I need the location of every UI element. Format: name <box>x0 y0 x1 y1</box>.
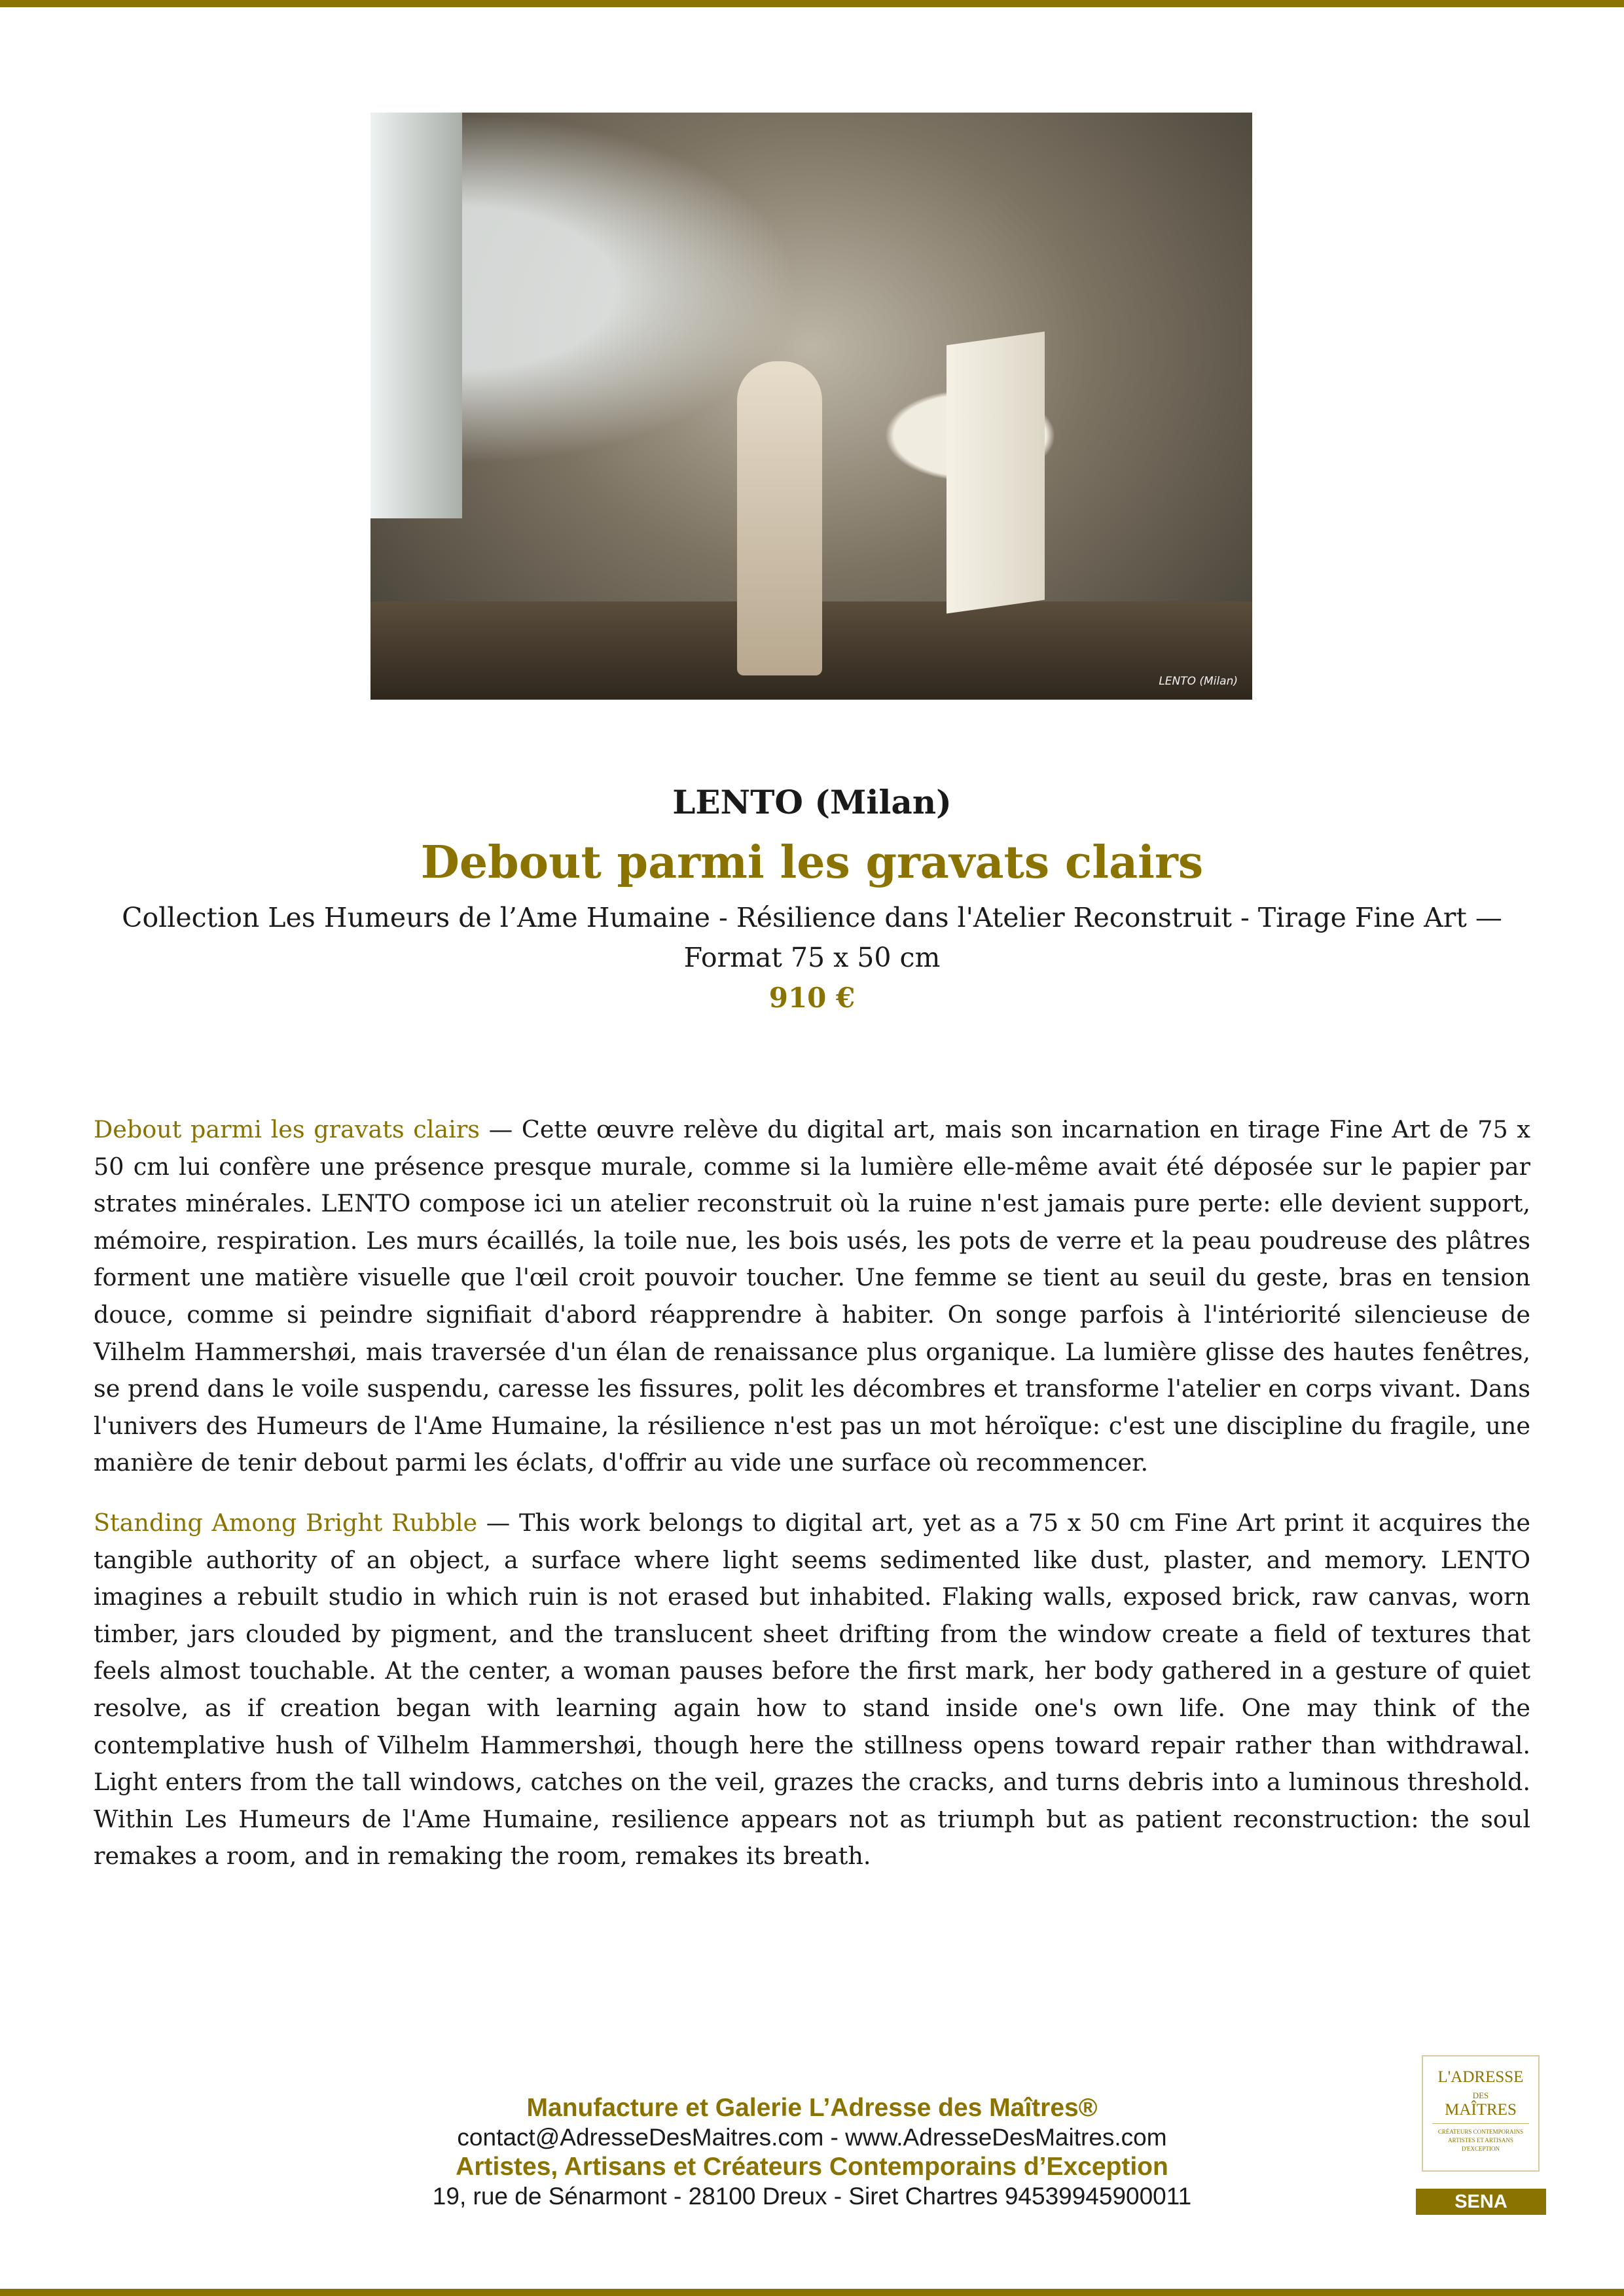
artwork-subtitle: Collection Les Humeurs de l’Ame Humaine - Résilience dans l'Atelier Reconstruit - Tirage Fine Art — Format 75 x 50 cm <box>122 902 1502 973</box>
logo-line: DES <box>1472 2090 1489 2100</box>
footer-address: 19, rue de Sénarmont - 28100 Dreux - Siret Chartres 94539945900011 <box>432 2183 1192 2210</box>
logo-line: MAÎTRES <box>1445 2101 1517 2119</box>
sena-badge: SENA <box>1416 2189 1546 2215</box>
description-en-text: — This work belongs to digital art, yet as a 75 x 50 cm Fine Art print it acquires the tangible authority of an object, a surface where light seems sedimented like dust, plaster, and memory. LENTO imagines a rebuilt studio in which ruin is not erased but inhabited. Flaking walls, exposed brick, raw canvas, worn timber, jars clouded by pigment, and the translucent sheet drifting from the window create a field of textures that feels almost touchable. At the center, a woman pauses before the first mark, her body gathered in a gesture of quiet resolve, as if creation began with learning again how to stand inside one's own life. One may think of the contemplative hush of Vilhelm Hammershøi, though here the stillness opens toward repair rather than withdrawal. Light enters from the tall windows, catches on the veil, grazes the cracks, and turns debris into a luminous threshold. Within Les Humeurs de l'Ame Humaine, resilience appears not as triumph but as patient reconstruction: the soul remakes a room, and in remaking the room, remakes its breath. <box>94 1509 1530 1871</box>
description-en <box>94 1505 1530 1875</box>
artwork-figure <box>737 361 822 675</box>
artwork-watermark: LENTO (Milan) <box>1159 675 1238 688</box>
description-fr <box>94 1111 1530 1482</box>
logo-line: ARTISTES ET ARTISANS <box>1448 2137 1513 2144</box>
bottom-border <box>0 2289 1624 2296</box>
logo-line: D'EXCEPTION <box>1461 2145 1500 2152</box>
description-fr-lead: Debout parmi les gravats clairs <box>94 1115 480 1143</box>
footer-contact: contact@AdresseDesMaitres.com - www.AdresseDesMaitres.com <box>457 2124 1167 2151</box>
top-border <box>0 0 1624 7</box>
logo-line: L'ADRESSE <box>1437 2068 1524 2086</box>
description-fr-text: — Cette œuvre relève du digital art, mais son incarnation en tirage Fine Art de 75 x 50 cm lui confère une présence presque murale, comme si la lumière elle-même avait été déposée sur le papier par strates minérales. LENTO compose ici un atelier reconstruit où la ruine n'est jamais pure perte: elle devient support, mémoire, respiration. Les murs écaillés, la toile nue, les bois usés, les pots de verre et la peau poudreuse des plâtres forment une matière visuelle que l'œil croit pouvoir toucher. Une femme se tient au seuil du geste, bras en tension douce, comme si peindre signifiait d'abord réapprendre à habiter. On songe parfois à l'intériorité silencieuse de Vilhelm Hammershøi, mais traversée d'un élan de renaissance plus organique. La lumière glisse des hautes fenêtres, se prend dans le voile suspendu, caresse les fissures, polit les décombres et transforme l'atelier en corps vivant. Dans l'univers des Humeurs de l'Ame Humaine, la résilience n'est pas un mot héroïque: c'est une discipline du fragile, une manière de tenir debout parmi les éclats, d'offrir au vide une surface où recommencer. <box>94 1115 1530 1477</box>
artwork-price: 910 € <box>768 982 856 1014</box>
artwork-image <box>370 113 1252 700</box>
footer-tagline: Artistes, Artisans et Créateurs Contemporains d’Exception <box>456 2153 1168 2181</box>
artist-name: LENTO (Milan) <box>672 783 952 821</box>
footer <box>262 2093 1362 2211</box>
artwork-canvas <box>947 331 1045 613</box>
description-en-lead: Standing Among Bright Rubble <box>94 1509 478 1537</box>
logo-divider <box>1432 2123 1529 2124</box>
artwork-title: Debout parmi les gravats clairs <box>420 836 1204 889</box>
logo-line: CRÉATEURS CONTEMPORAINS <box>1437 2128 1524 2135</box>
footer-company: Manufacture et Galerie L’Adresse des Maîtres® <box>526 2094 1098 2122</box>
artwork-window <box>370 113 462 518</box>
gallery-logo <box>1422 2055 1540 2172</box>
